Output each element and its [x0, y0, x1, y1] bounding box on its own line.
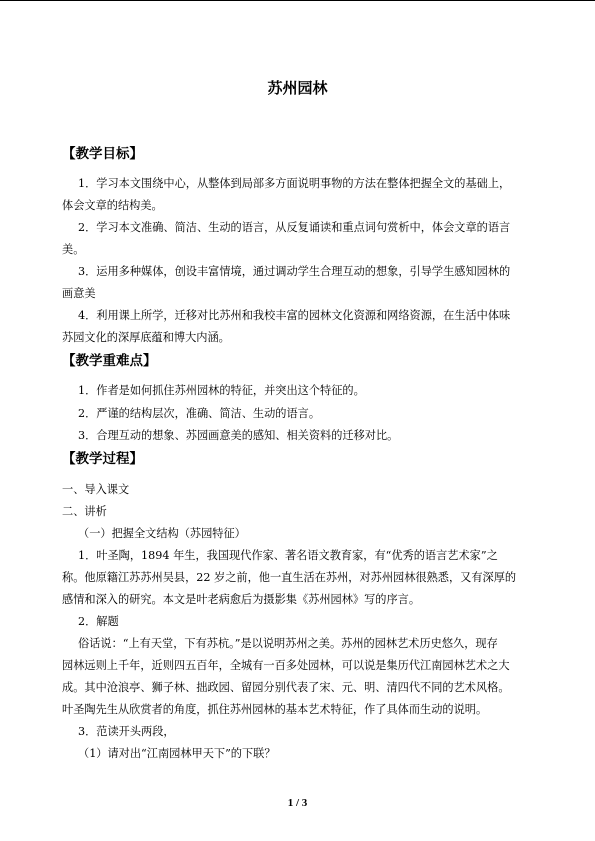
process-line: （一）把握全文结构（苏园特征） — [78, 527, 246, 540]
process-line: 2．解题 — [78, 615, 119, 628]
process-line: 称。他原籍江苏苏州吴县，22 岁之前，他一直生活在苏州，对苏州园林很熟悉，又有深厚的 — [62, 571, 517, 584]
key-point-line: 1．作者是如何抓住苏州园林的特征，并突出这个特征的。 — [78, 384, 365, 397]
process-line: 俗话说：“上有天堂，下有苏杭。”是以说明苏州之美。苏州的园林艺术历史悠久，现存 — [78, 637, 498, 650]
goal-line: 美。 — [62, 243, 85, 256]
heading-teaching-process: 【教学过程】 — [62, 451, 143, 467]
goal-line: 4．利用课上所学，迁移对比苏州和我校丰富的园林文化资源和网络资源，在生活中体味 — [78, 309, 511, 322]
process-line: 叶圣陶先生从欣赏者的角度，抓住苏州园林的基本艺术特征，作了具体而生动的说明。 — [62, 703, 488, 716]
heading-key-points: 【教学重难点】 — [62, 353, 157, 369]
process-line: 二、讲析 — [62, 505, 107, 518]
process-line: 成。其中沧浪亭、狮子林、拙政园、留园分别代表了宋、元、明、清四代不同的艺术风格。 — [62, 681, 510, 694]
goal-line: 体会文章的结构美。 — [62, 199, 163, 212]
goal-line: 3．运用多种媒体，创设丰富情境，通过调动学生合理互动的想象，引导学生感知园林的 — [78, 265, 511, 278]
goal-line: 2．学习本文准确、简洁、生动的语言，从反复诵读和重点词句赏析中，体会文章的语言 — [78, 221, 511, 234]
goal-line: 苏园文化的深厚底蕴和博大内涵。 — [62, 331, 230, 344]
process-line: 1．叶圣陶，1894 年生，我国现代作家、著名语文教育家，有“优秀的语言艺术家”之 — [78, 549, 498, 562]
process-line: 园林远则上千年，近则四五百年，全城有一百多处园林，可以说是集历代江南园林艺术之大 — [62, 659, 510, 672]
goal-line: 1．学习本文围绕中心，从整体到局部多方面说明事物的方法在整体把握全文的基础上， — [78, 177, 511, 190]
key-point-line: 2．严谨的结构层次，准确、简洁、生动的语言。 — [78, 407, 321, 420]
process-line: 感情和深入的研究。本文是叶老病愈后为摄影集《苏州园林》写的序言。 — [62, 593, 421, 606]
process-line: 一、导入课文 — [62, 483, 130, 496]
heading-teaching-goals: 【教学目标】 — [62, 146, 143, 162]
document-title: 苏州园林 — [267, 79, 328, 97]
process-line: 3．范读开头两段， — [78, 725, 175, 738]
page-number: 1 / 3 — [287, 797, 308, 809]
key-point-line: 3．合理互动的想象、苏园画意美的感知、相关资料的迁移对比。 — [78, 429, 399, 442]
goal-line: 画意美 — [62, 287, 96, 300]
process-line: （1）请对出“江南园林甲天下”的下联？ — [78, 747, 276, 760]
